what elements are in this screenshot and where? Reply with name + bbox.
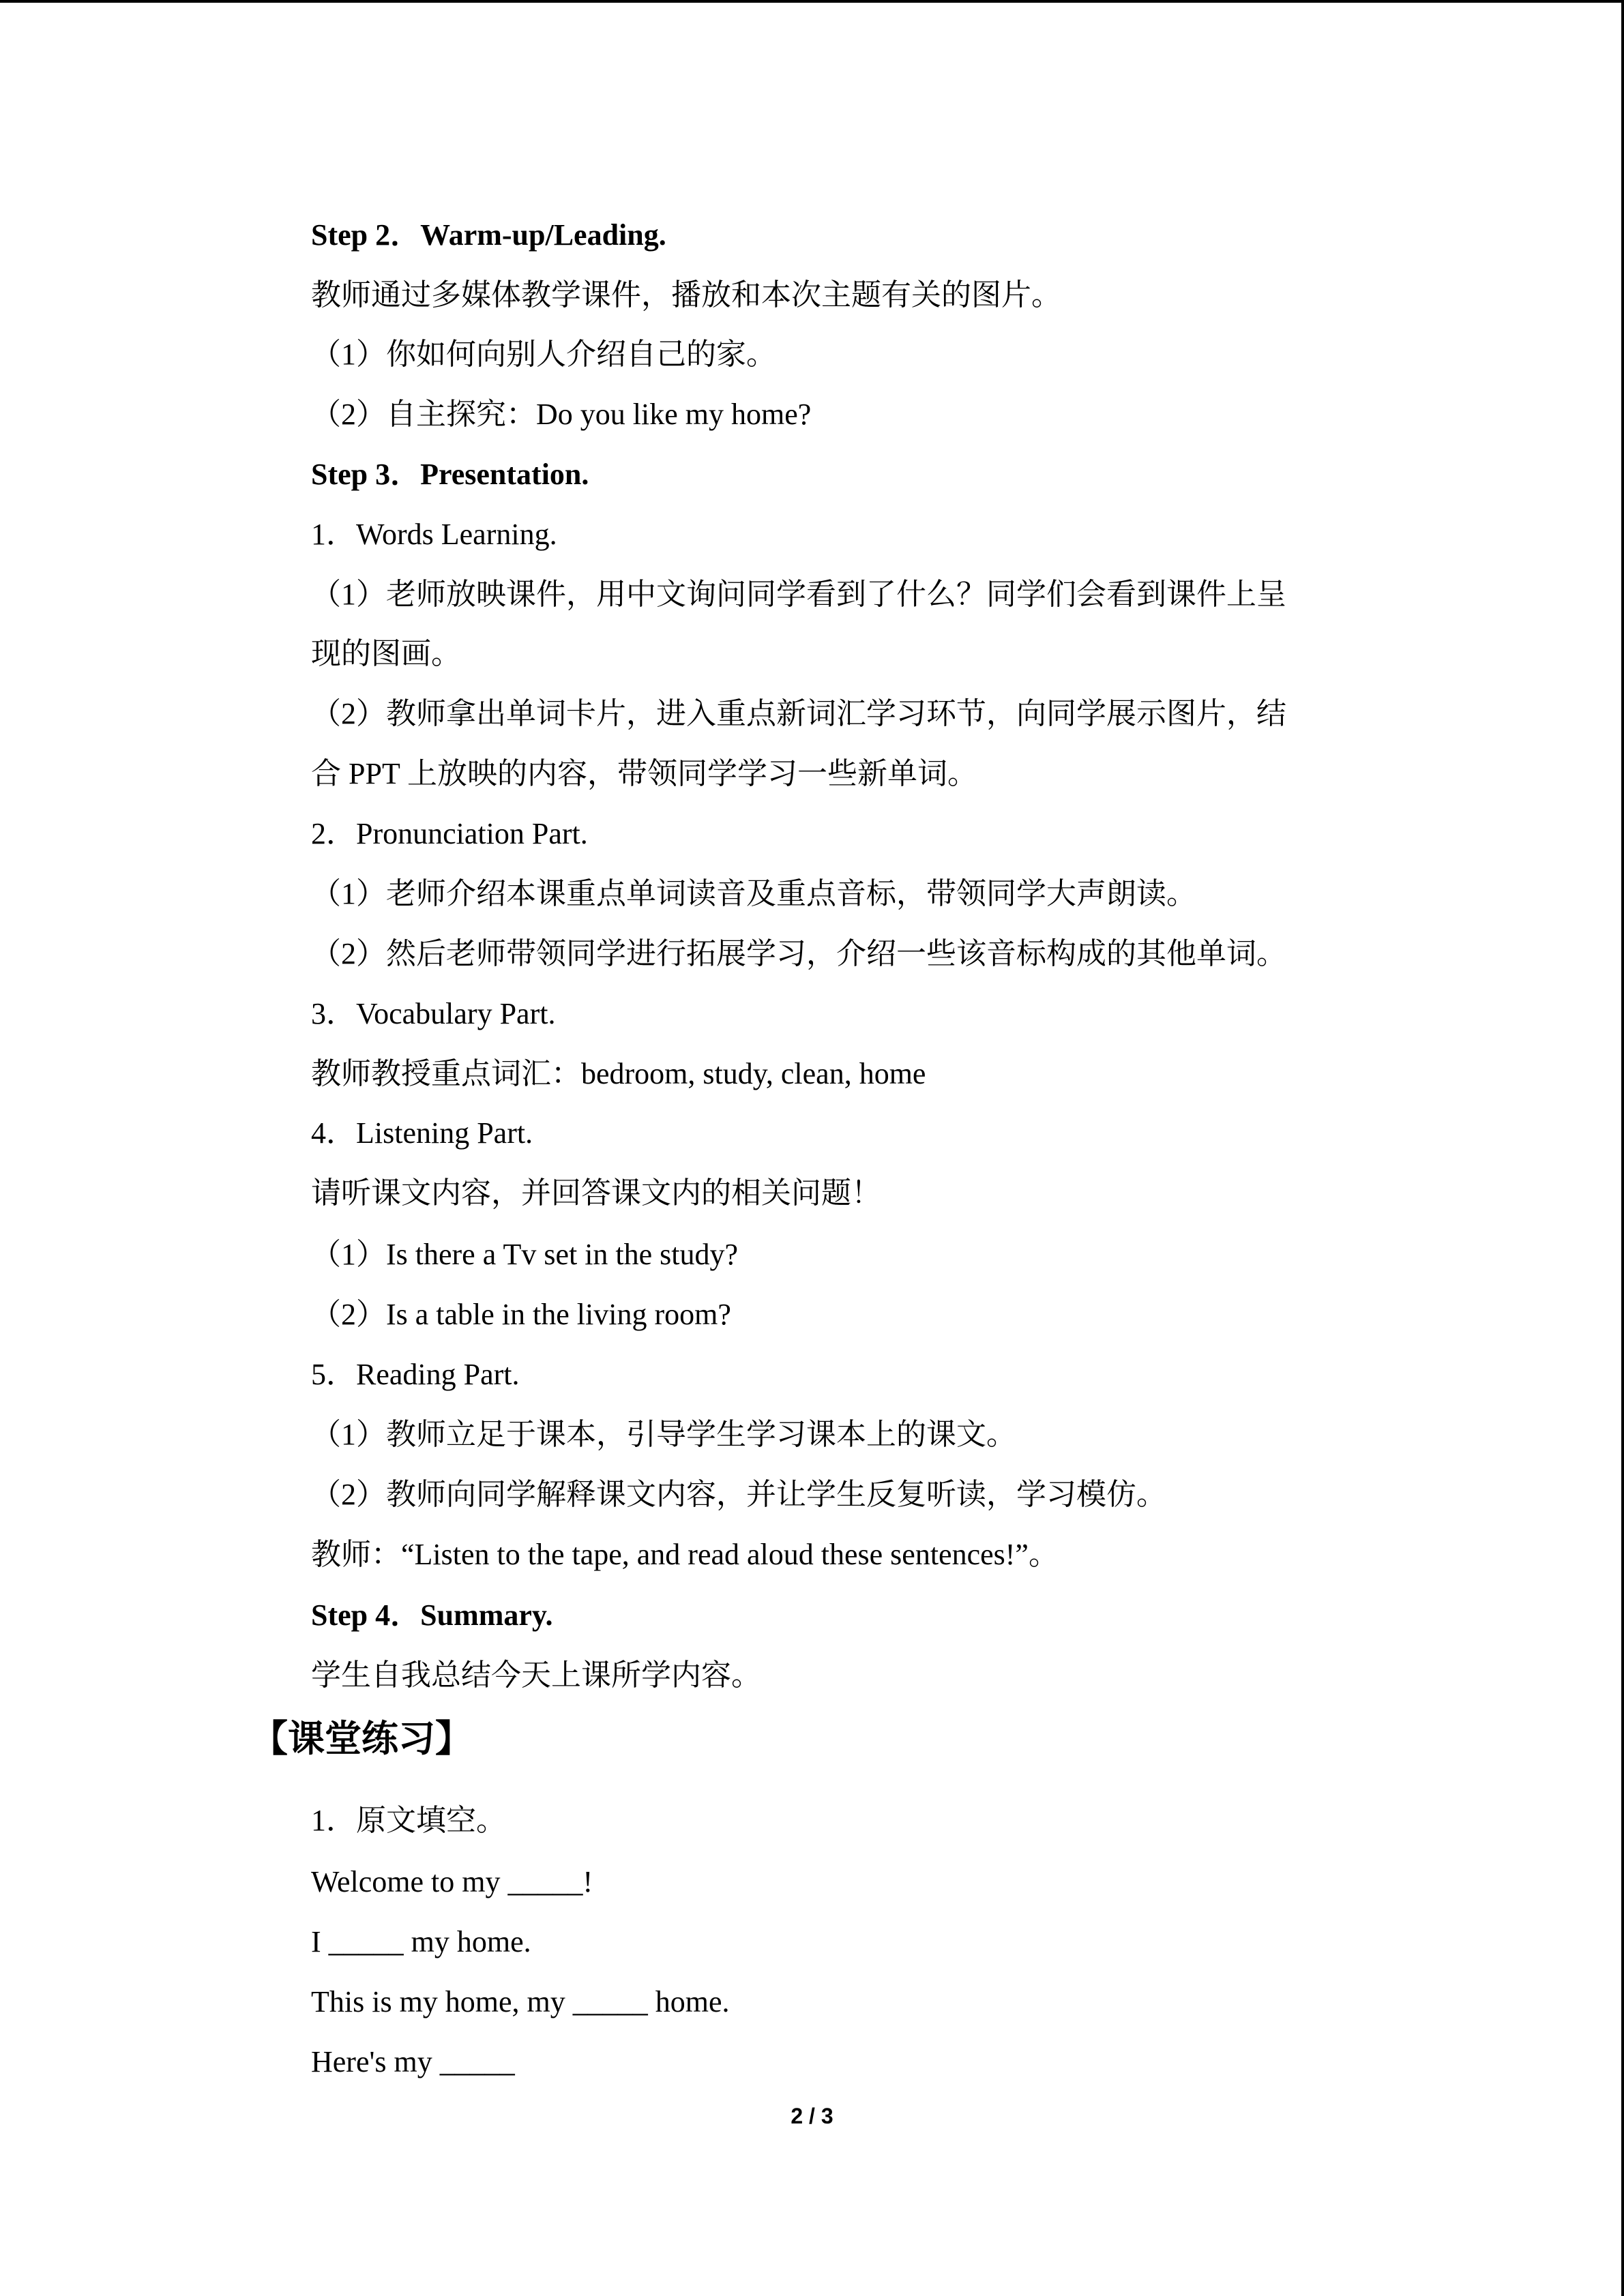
text-line: （1）老师放映课件，用中文询问同学看到了什么？同学们会看到课件上呈: [311, 578, 1286, 611]
text-line: （1）老师介绍本课重点单词读音及重点音标，带领同学大声朗读。: [311, 877, 1196, 910]
text-line: （2）自主探究：Do you like my home?: [311, 398, 812, 431]
text-line: （2）Is a table in the living room?: [311, 1298, 731, 1331]
text-line: （2）然后老师带领同学进行拓展学习，介绍一些该音标构成的其他单词。: [311, 937, 1286, 970]
text-line: 3．Vocabulary Part.: [311, 997, 556, 1030]
exercise-line: This is my home, my _____ home.: [311, 1985, 730, 2018]
exercise-line: Welcome to my _____!: [311, 1865, 593, 1898]
text-line: （1）教师立足于课本，引导学生学习课本上的课文。: [311, 1418, 1016, 1451]
page-number: 2 / 3: [791, 2104, 833, 2128]
step4-heading: Step 4．Summary.: [311, 1598, 553, 1632]
exercise-title: 1．原文填空。: [311, 1804, 506, 1837]
exercise-line: I _____ my home.: [311, 1925, 531, 1958]
text-line: （2）教师拿出单词卡片，进入重点新词汇学习环节，向同学展示图片，结: [311, 697, 1286, 730]
text-line: 5．Reading Part.: [311, 1358, 520, 1391]
text-line: 1．Words Learning.: [311, 518, 557, 551]
text-line: 教师：“Listen to the tape, and read aloud these sentences!”。: [311, 1538, 1059, 1571]
top-border: [0, 0, 1624, 3]
exercise-line: Here's my _____: [311, 2045, 515, 2078]
step2-heading: Step 2．Warm-up/Leading.: [311, 218, 666, 252]
text-line: 2．Pronunciation Part.: [311, 817, 588, 850]
text-line: 合 PPT 上放映的内容，带领同学学习一些新单词。: [311, 757, 978, 790]
step3-heading: Step 3．Presentation.: [311, 458, 589, 491]
text-line: 教师通过多媒体教学课件，播放和本次主题有关的图片。: [311, 278, 1061, 312]
text-line: （2）教师向同学解释课文内容，并让学生反复听读，学习模仿。: [311, 1478, 1166, 1511]
text-line: 请听课文内容，并回答课文内的相关问题！: [311, 1176, 881, 1210]
right-border: [1621, 0, 1624, 2296]
text-line: （1）Is there a Tv set in the study?: [311, 1238, 739, 1271]
text-line: 教师教授重点词汇：bedroom, study, clean, home: [311, 1057, 926, 1090]
text-line: 4．Listening Part.: [311, 1116, 533, 1150]
text-line: 学生自我总结今天上课所学内容。: [311, 1658, 761, 1692]
text-line: 现的图画。: [311, 637, 461, 670]
section-heading: 【课堂练习】: [251, 1717, 472, 1760]
text-line: （1）你如何向别人介绍自己的家。: [311, 338, 776, 371]
